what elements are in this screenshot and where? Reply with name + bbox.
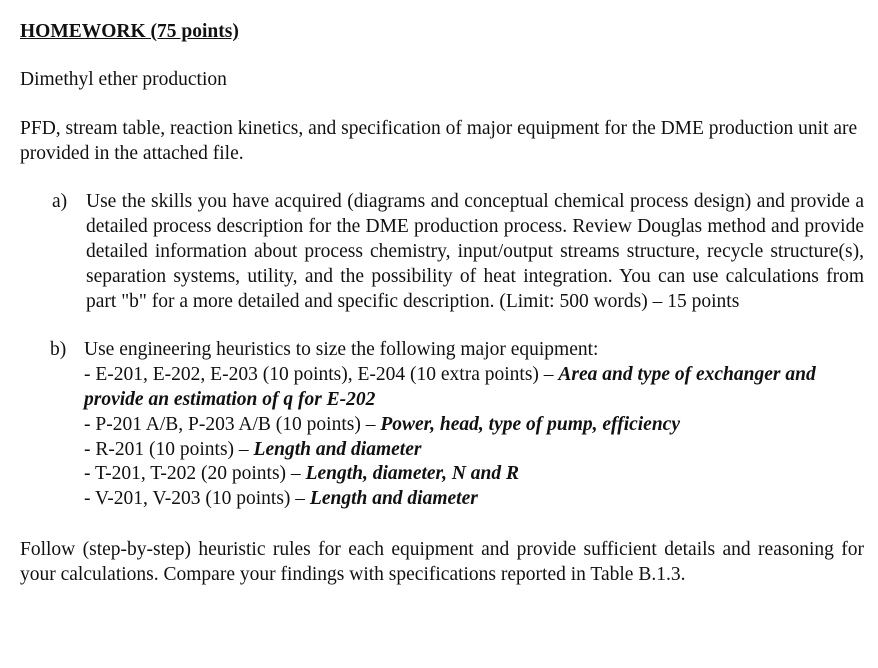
equipment-line-exchangers: [84, 363, 864, 413]
homework-title: HOMEWORK (75 points): [20, 21, 239, 42]
question-b-marker: b): [50, 339, 67, 361]
question-b: [20, 338, 864, 512]
equipment-line-vessels: [84, 487, 864, 512]
equipment-requirement: Length and diameter: [253, 438, 422, 460]
topic-subtitle: Dimethyl ether production: [20, 69, 227, 90]
equipment-requirement: Power, head, type of pump, efficiency: [380, 413, 680, 435]
equipment-label: - E-201, E-202, E-203 (10 points), E-204 (10 extra points) –: [84, 364, 559, 386]
question-b-heading: Use engineering heuristics to size the following major equipment:: [84, 339, 599, 361]
equipment-requirement: Area and type of exchanger and provide an estimation of q for E-202: [84, 364, 816, 410]
question-a-text: Use the skills you have acquired (diagrams and conceptual chemical process design) and provide a detailed process description for the DME production process. Review Douglas method and provide detailed information about process chemistry, input/output streams structure, recycle structure(s), separation systems, utility, and the possibility of heat integration. You can use calculations from part "b" for a more detailed and specific description. (Limit: 500 words) – 15 points: [86, 191, 864, 312]
equipment-label: - T-201, T-202 (20 points) –: [84, 463, 306, 485]
intro-paragraph: PFD, stream table, reaction kinetics, and specification of major equipment for the DME production unit are provided in the attached file.: [20, 117, 858, 164]
equipment-requirement: Length and diameter: [309, 488, 478, 510]
equipment-label: - R-201 (10 points) –: [84, 438, 254, 460]
equipment-line-towers: [84, 462, 864, 487]
equipment-line-reactor: [84, 438, 864, 463]
question-a: [20, 190, 864, 314]
equipment-label: - V-201, V-203 (10 points) –: [84, 488, 310, 510]
closing-paragraph: Follow (step-by-step) heuristic rules for each equipment and provide sufficient details and reasoning for your calculations. Compare your findings with specifications reported in Table B.1.3.: [20, 538, 864, 585]
equipment-line-pumps: [84, 413, 864, 438]
equipment-requirement: Length, diameter, N and R: [305, 463, 519, 485]
question-a-marker: a): [52, 191, 68, 213]
equipment-label: - P-201 A/B, P-203 A/B (10 points) –: [84, 413, 381, 435]
